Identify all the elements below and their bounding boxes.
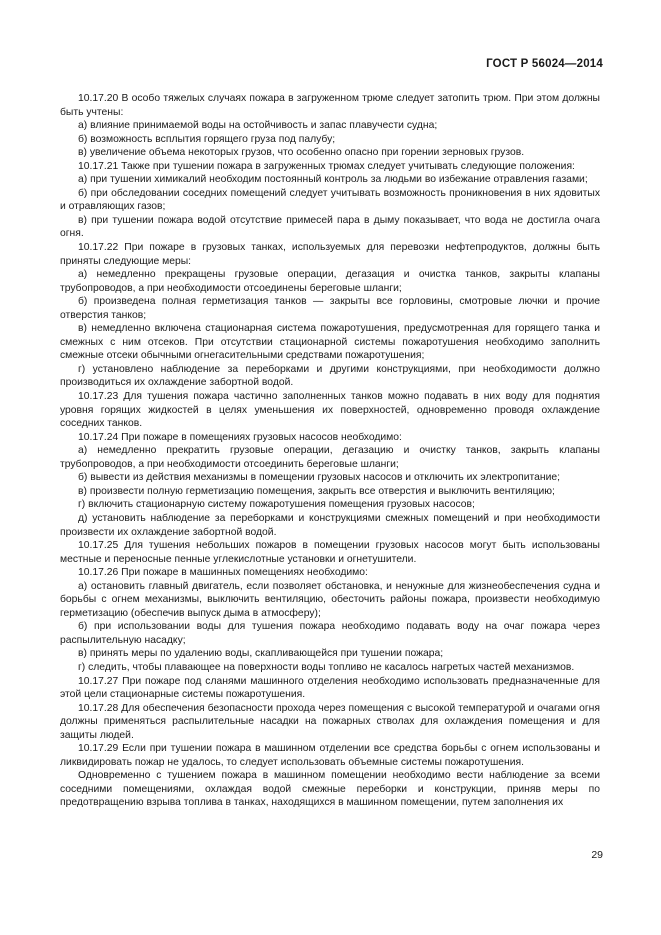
list-item: б) при обследовании соседних помещений следует учитывать возможность проникновения в них ядовитых и отравляющих газов;	[60, 187, 600, 213]
list-item: д) установить наблюдение за переборками и конструкциями смежных помещений и при необходимости произвести их охлаждение забортной водой.	[60, 512, 600, 538]
list-item: в) принять меры по удалению воды, скапливающейся при тушении пожара;	[78, 648, 444, 660]
paragraph-10-17-26: 10.17.26 При пожаре в машинных помещениях необходимо:	[78, 567, 368, 579]
list-item: а) при тушении химикалий необходим постоянный контроль за людьми во избежание отравления газами;	[78, 174, 588, 186]
paragraph-10-17-21: 10.17.21 Также при тушении пожара в загруженных трюмах следует учитывать следующие положения:	[78, 160, 575, 172]
list-item: в) увеличение объема некоторых грузов, что особенно опасно при горении зерновых грузов.	[78, 147, 525, 159]
paragraph-10-17-20: 10.17.20 В особо тяжелых случаях пожара в загруженном трюме следует затопить трюм. При этом должны быть учтены:	[60, 93, 600, 118]
list-item: б) при использовании воды для тушения пожара необходимо подавать воду на очаг пожара через распылительную насадку;	[60, 621, 600, 646]
paragraph-10-17-22: 10.17.22 При пожаре в грузовых танках, используемых для перевозки нефтепродуктов, должны быть приняты следующие меры:	[60, 242, 600, 267]
list-item: г) следить, чтобы плавающее на поверхности воды топливо не касалось нагретых частей механизмов.	[78, 661, 575, 673]
list-item: а) остановить главный двигатель, если позволяет обстановка, и ненужные для жизнеобеспечения судна и борьбы с огнем механизмы, выключить вентиляцию, обесточить районы пожара, произвести необходимую герметизацию (обеспечив выпуск дыма в атмосферу);	[60, 580, 600, 619]
paragraph-10-17-29: 10.17.29 Если при тушении пожара в машинном отделении все средства борьбы с огнем использованы и ликвидировать пожар не удалось, то следует использовать объемные системы пожаротушения.	[60, 743, 600, 768]
list-item: в) при тушении пожара водой отсутствие примесей пара в дыму показывает, что вода не достигла очага огня.	[60, 214, 600, 240]
document-body	[60, 92, 600, 810]
list-item: г) установлено наблюдение за переборками и другими конструкциями, при необходимости должно производиться их охлаждение забортной водой.	[60, 363, 600, 389]
list-item: б) возможность всплытия горящего груза под палубу;	[78, 133, 336, 145]
list-item: г) включить стационарную систему пожаротушения помещения грузовых насосов;	[78, 499, 475, 511]
list-item: в) произвести полную герметизацию помещения, закрыть все отверстия и выключить вентиляцию;	[78, 485, 555, 497]
paragraph-10-17-23: 10.17.23 Для тушения пожара частично заполненных танков можно подавать в них воду для поднятия уровня горящих жидкостей в целях уменьшения их поверхностей, одновременно проводя охлаждение соседних танков.	[60, 391, 600, 430]
document-standard-header: ГОСТ Р 56024—2014	[486, 58, 603, 70]
list-item: в) немедленно включена стационарная система пожаротушения, предусмотренная для горящего танка и смежных с ним отсеков. При отсутствии стационарной системы пожаротушения необходимо заполнить смежные отсеки обычными огнегасительными средствами пожаротушения;	[60, 323, 600, 362]
paragraph-10-17-27: 10.17.27 При пожаре под сланями машинного отделения необходимо использовать предназначенные для этой цели стационарные системы пожаротушения.	[60, 675, 600, 701]
paragraph-continuation: Одновременно с тушением пожара в машинном помещении необходимо вести наблюдение за всеми соседними помещениями, охлаждая водой смежные переборки и конструкции, приняв меры по предотвращению взрыва топлива в танках, находящихся в машинном помещении, путем заполнения их	[60, 770, 600, 809]
list-item: а) влияние принимаемой воды на остойчивость и запас плавучести судна;	[78, 120, 438, 132]
paragraph-10-17-28: 10.17.28 Для обеспечения безопасности прохода через помещения с высокой температурой и очагами огня должны применяться распылительные насадки на пожарных стволах для охлаждения помещения и для защиты людей.	[60, 702, 600, 741]
paragraph-10-17-24: 10.17.24 При пожаре в помещениях грузовых насосов необходимо:	[78, 431, 402, 443]
list-item: а) немедленно прекращены грузовые операции, дегазация и очистка танков, закрыты клапаны трубопроводов, а при необходимости отсоединены береговые шланги;	[60, 269, 600, 294]
list-item: б) произведена полная герметизация танков — закрыты все горловины, смотровые лючки и прочие отверстия танков;	[60, 296, 600, 321]
paragraph-10-17-25: 10.17.25 Для тушения небольших пожаров в помещении грузовых насосов могут быть использованы местные и переносные пенные углекислотные установки и огнетушители.	[60, 540, 600, 565]
list-item: б) вывести из действия механизмы в помещении грузовых насосов и отключить их электропитание;	[78, 472, 561, 484]
list-item: а) немедленно прекратить грузовые операции, дегазацию и очистку танков, закрыть клапаны трубопроводов, а при необходимости отсоединить береговые шланги;	[60, 445, 600, 470]
page-number: 29	[591, 849, 603, 861]
